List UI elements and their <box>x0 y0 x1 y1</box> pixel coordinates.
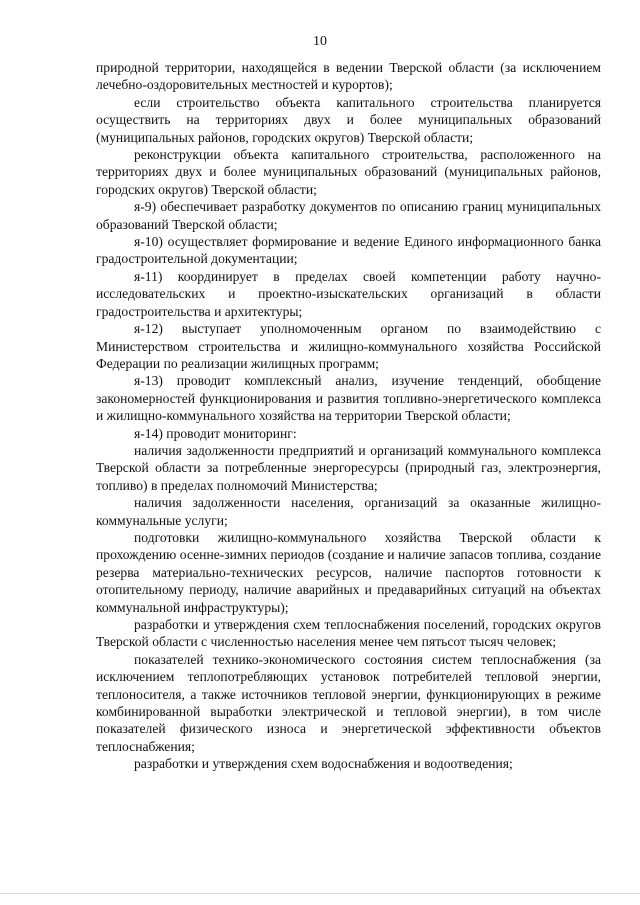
paragraph-item-ya-9: я-9) обеспечивает разработку документов по описанию границ муниципальных образований Тверской области; <box>96 199 601 232</box>
paragraph: если строительство объекта капитального строительства планируется осуществить на территориях двух и более муниципальных образований (муниципальных районов, городских округов) Тверской области; <box>96 94 601 145</box>
paragraph-item-ya-14: я-14) проводит мониторинг: <box>134 425 297 441</box>
paragraph-item-ya-12: я-12) выступает уполномоченным органом по взаимодействию с Министерством строительства и жилищно-коммунального хозяйства Российской Федерации по реализации жилищных программ; <box>96 321 601 371</box>
paragraph: разработки и утверждения схем теплоснабжения поселений, городских округов Тверской области с численностью населения менее чем пятьсот тысяч человек; <box>96 617 601 650</box>
paragraph-item-ya-10: я-10) осуществляет формирование и ведение Единого информационного банка градостроительной документации; <box>96 234 601 267</box>
paragraph: наличия задолженности населения, организаций за оказанные жилищно-коммунальные услуги; <box>96 495 601 528</box>
document-body <box>96 59 601 773</box>
page-bottom-edge <box>0 893 640 894</box>
paragraph-item-ya-13: я-13) проводит комплексный анализ, изучение тенденций, обобщение закономерностей функционирования и развития топливно-энергетического комплекса и жилищно-коммунального хозяйства на территории Тверской области; <box>96 373 601 424</box>
paragraph-item-ya-11: я-11) координирует в пределах своей компетенции работу научно-исследовательских и проектно-изыскательских организаций в области градостроительства и архитектуры; <box>96 268 601 319</box>
paragraph: подготовки жилищно-коммунального хозяйства Тверской области к прохождению осенне-зимних периодов (создание и наличие запасов топлива, создание резерва материально-технических ресурсов, наличие паспортов готовности к отопительному периоду, наличие аварийных и предаварийных ситуаций на объектах коммунальной инфраструктуры); <box>96 529 601 615</box>
paragraph: реконструкции объекта капитального строительства, расположенного на территориях двух и более муниципальных образований (муниципальных районов, городских округов) Тверской области; <box>96 147 601 197</box>
paragraph: показателей технико-экономического состояния систем теплоснабжения (за исключением теплопотребляющих установок потребителей тепловой энергии, теплоносителя, а также источников тепловой энергии, функционирующих в режиме комбинированной выработки электрической и тепловой энергии), в том числе показателей физического износа и энергетической эффективности объектов теплоснабжения; <box>96 651 601 754</box>
page-number: 10 <box>313 34 327 49</box>
paragraph: наличия задолженности предприятий и организаций коммунального комплекса Тверской области за потребленные энергоресурсы (природный газ, электроэнергия, топливо) в пределах полномочий Министерства; <box>96 442 601 493</box>
paragraph-continuation: природной территории, находящейся в ведении Тверской области (за исключением лечебно-оздоровительных местностей и курортов); <box>96 60 601 93</box>
paragraph: разработки и утверждения схем водоснабжения и водоотведения; <box>134 756 513 772</box>
